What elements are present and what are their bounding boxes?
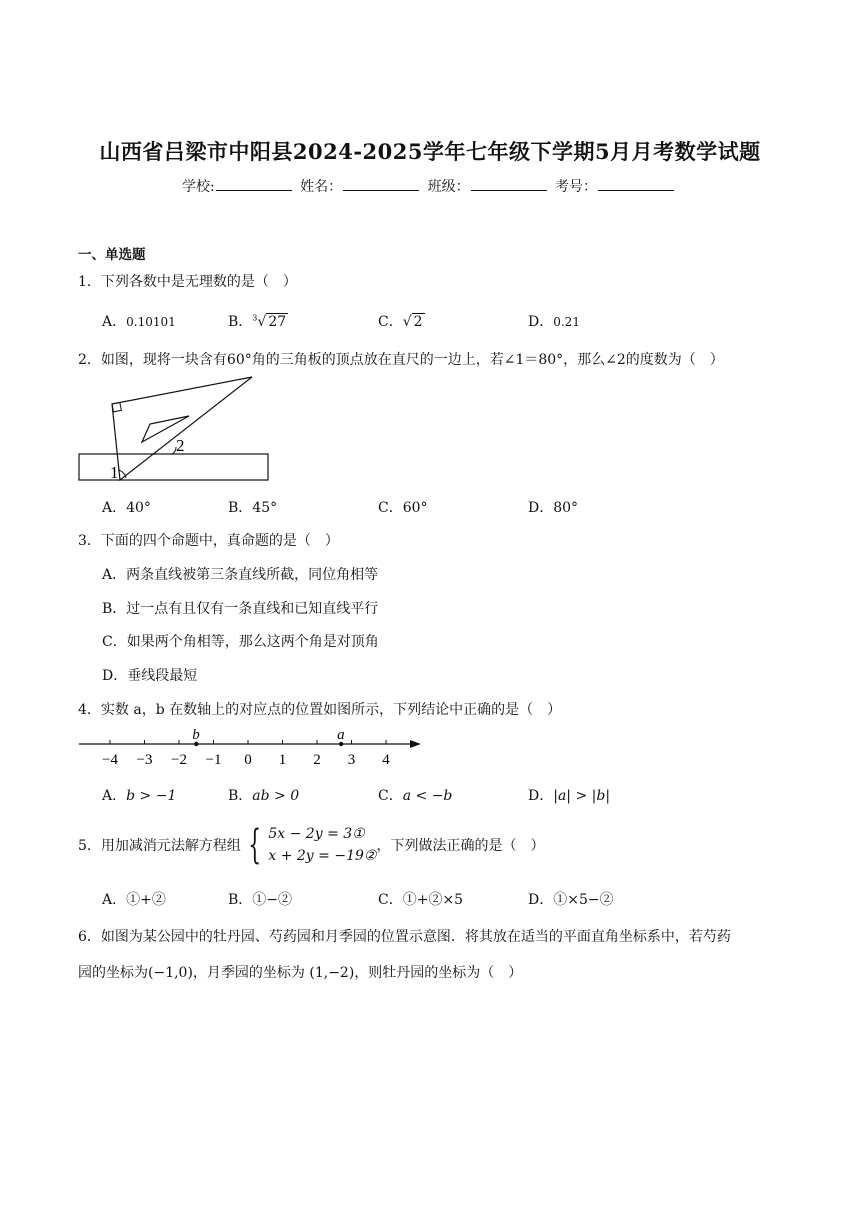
- school-label: 学校:: [181, 179, 215, 195]
- q6-line1: 6．如图为某公园中的牡丹园、芍药园和月季园的位置示意图．将其放在适当的平面直角坐标系中，若芍药: [78, 929, 731, 945]
- q5-stem-post: ，下列做法正确的是（ ）: [376, 838, 545, 854]
- tick-label: −4: [102, 752, 118, 768]
- q4-b-letter: B．: [228, 788, 253, 804]
- q4-option-a: [102, 785, 176, 805]
- q2-stem: 2．如图，现将一块含有60°角的三角板的顶点放在直尺的一边上，若∠1＝80°，那么∠2的度数为（ ）: [78, 352, 724, 368]
- id-blank[interactable]: [598, 176, 674, 191]
- q4-option-b: [228, 785, 299, 805]
- class-label: 班级：: [427, 179, 470, 195]
- q3-option-b: B．过一点有且仅有一条直线和已知直线平行: [102, 601, 379, 617]
- name-blank[interactable]: [343, 176, 419, 191]
- q3-option-a: A．两条直线被第三条直线所截，同位角相等: [102, 567, 379, 583]
- q5-option-a: A．①+②: [102, 892, 166, 908]
- q5-option-d: D．①×5−②: [528, 892, 614, 908]
- q5-brace: {: [248, 822, 262, 868]
- point-a-label: a: [337, 727, 345, 743]
- set-square: [112, 377, 252, 480]
- name-label: 姓名：: [300, 179, 343, 195]
- q3-stem: 3．下面的四个命题中，真命题的是（ ）: [78, 533, 339, 549]
- q5-option-b: B．①−②: [228, 892, 293, 908]
- q5-option-c: C．①+②×5: [378, 892, 464, 908]
- q4-c-value: a < −b: [402, 788, 453, 804]
- q1-d-value: 0.21: [553, 315, 580, 329]
- q1-d-letter: D．: [528, 314, 554, 330]
- q1-option-b: B．$^3$√ 27: [228, 313, 287, 330]
- q1-c-letter: C．: [378, 314, 403, 330]
- angle2-label: 2: [176, 436, 185, 455]
- q3-option-c: C．如果两个角相等，那么这两个角是对顶角: [102, 634, 379, 650]
- q5-eq2: x + 2y = −19②: [268, 848, 377, 864]
- point-b-label: b: [192, 727, 200, 743]
- q1-option-d: [528, 311, 580, 331]
- axis-arrow: [410, 740, 421, 748]
- q1-b-index: 3: [252, 313, 258, 323]
- right-angle-mark: [112, 402, 121, 411]
- q2-option-d: D．80°: [528, 500, 579, 516]
- page-title: 山西省吕梁市中阳县2024-2025学年七年级下学期5月月考数学试题: [99, 139, 761, 164]
- q1-stem: 1．下列各数中是无理数的是（ ）: [78, 274, 297, 290]
- class-blank[interactable]: [471, 176, 547, 191]
- q1-b-radicand: 27: [268, 314, 287, 330]
- q1-a-value: 0.10101: [126, 315, 176, 329]
- q2-option-c: C．60°: [378, 500, 428, 516]
- q4-d-letter: D．: [528, 788, 554, 804]
- q4-option-d: [528, 785, 610, 805]
- q4-number-line: [76, 726, 426, 772]
- q3-option-d: D．垂线段最短: [102, 668, 198, 684]
- tick-label: 2: [313, 752, 321, 768]
- q1-b-letter: B．: [228, 314, 253, 330]
- q5-eq1: 5x − 2y = 3①: [268, 826, 365, 842]
- q4-d-value: |a| > |b|: [553, 788, 611, 804]
- q4-a-letter: A．: [102, 788, 127, 804]
- tick-label: 1: [278, 752, 287, 768]
- q2-option-b: B．45°: [228, 500, 278, 516]
- q1-option-c: C．√ 2: [378, 314, 423, 330]
- ruler: [79, 454, 268, 480]
- tick-label: −1: [205, 752, 222, 768]
- tick-label: 4: [382, 752, 390, 768]
- q2-option-a: A．40°: [102, 500, 151, 516]
- tick-label: −3: [136, 752, 153, 768]
- tick-label: 0: [244, 752, 252, 768]
- q5-system: [268, 823, 376, 867]
- q5-stem-pre: 5．用加减消元法解方程组: [78, 838, 241, 854]
- q1-c-radicand: 2: [413, 314, 423, 330]
- section-heading: 一、单选题: [78, 247, 146, 263]
- q4-b-value: ab > 0: [252, 788, 300, 804]
- school-blank[interactable]: [216, 176, 292, 191]
- q5-stem: [78, 820, 544, 870]
- angle1-label: 1: [110, 463, 119, 482]
- tick-label: −2: [171, 752, 187, 768]
- q4-c-letter: C．: [378, 788, 403, 804]
- tick-label: 3: [347, 752, 356, 768]
- q4-a-value: b > −1: [126, 788, 177, 804]
- q1-a-letter: A．: [102, 314, 127, 330]
- q2-figure-triangle-ruler: [76, 374, 272, 486]
- id-label: 考号：: [555, 179, 598, 195]
- q1-option-a: [102, 311, 176, 331]
- q4-stem: 4．实数 a，b 在数轴上的对应点的位置如图所示，下列结论中正确的是（ ）: [78, 702, 562, 718]
- student-info-line: [0, 176, 860, 196]
- q4-option-c: [378, 785, 452, 805]
- q6-line2: 园的坐标为(−1,0)，月季园的坐标为 (1,−2)，则牡丹园的坐标为（ ）: [78, 965, 523, 981]
